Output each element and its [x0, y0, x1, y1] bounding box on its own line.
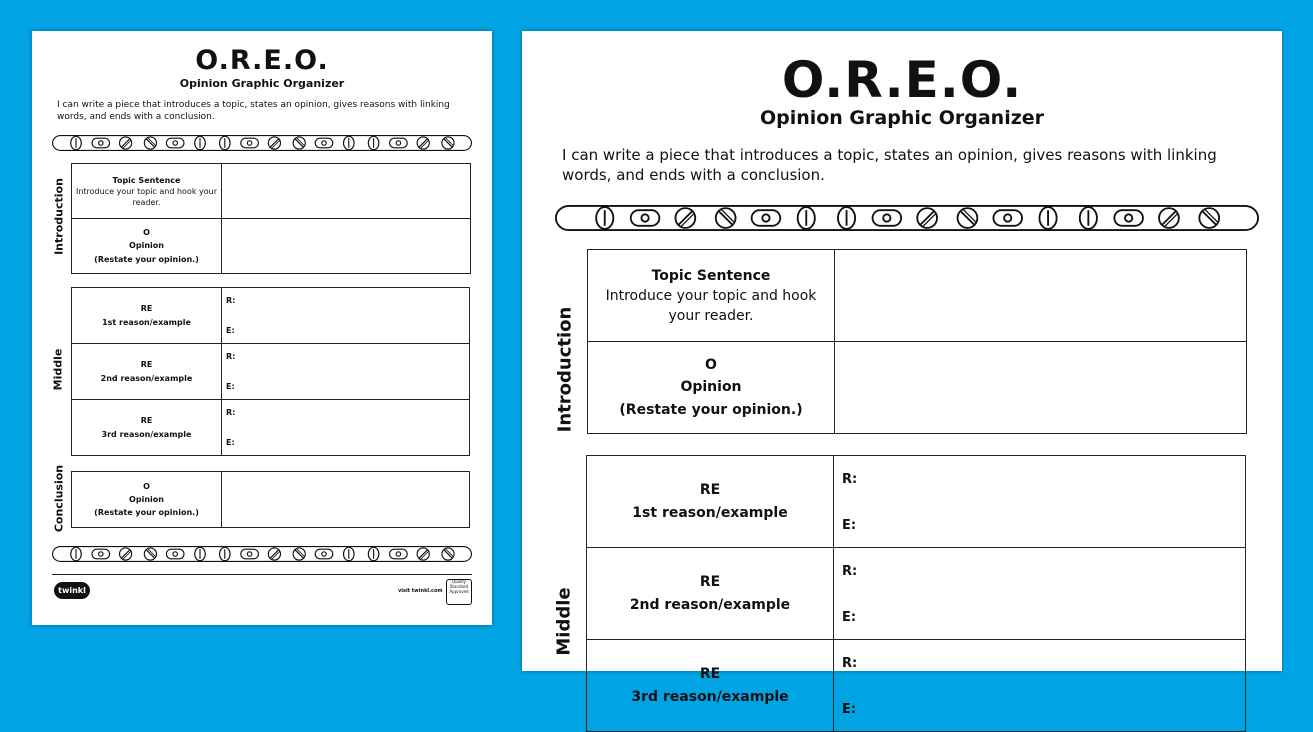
reason-1-answer[interactable] — [222, 288, 470, 344]
twinkl-logo-icon: twinkl — [54, 582, 90, 599]
conclusion-detail: (Restate your opinion.) — [94, 508, 199, 518]
worksheet-title: O.R.E.O. — [781, 51, 1023, 109]
worksheet-subtitle: Opinion Graphic Organizer — [759, 107, 1045, 129]
reason-1-cell — [587, 456, 834, 548]
reason-label: R: — [842, 564, 858, 579]
topic-sentence-answer[interactable] — [222, 164, 471, 219]
reason-label: R: — [842, 656, 858, 671]
opinion-answer[interactable] — [222, 219, 471, 274]
reason-3-letter: RE — [699, 666, 721, 683]
reason-1-heading: 1st reason/example — [102, 317, 191, 327]
worksheet-intro: I can write a piece that introduces a topic, states an opinion, gives reasons with linking words, and ends with a conclusion. — [562, 146, 1217, 185]
reason-2-heading: 2nd reason/example — [100, 373, 193, 383]
topic-sentence-heading: Topic Sentence — [651, 267, 771, 284]
reason-1-letter: RE — [140, 304, 153, 314]
footer-site-link[interactable]: visit twinkl.com — [398, 588, 443, 594]
reason-2-answer[interactable] — [834, 548, 1246, 640]
reason-3-heading: 3rd reason/example — [631, 688, 789, 705]
border-pattern-icon — [52, 546, 472, 562]
reason-2-letter: RE — [699, 574, 721, 591]
section-label-introduction: Introduction — [554, 306, 576, 433]
border-pattern-icon — [555, 205, 1259, 231]
border-pattern-icon — [52, 135, 472, 151]
reason-label: R: — [226, 408, 236, 417]
reason-3-answer[interactable] — [834, 640, 1246, 732]
opinion-cell — [72, 219, 222, 274]
opinion-detail: (Restate your opinion.) — [619, 401, 803, 418]
reason-1-cell — [72, 288, 222, 344]
opinion-cell — [588, 342, 835, 434]
footer-divider — [52, 574, 472, 575]
opinion-heading: Opinion — [129, 241, 164, 251]
example-label: E: — [842, 702, 857, 717]
topic-sentence-heading: Topic Sentence — [112, 175, 181, 185]
reason-2-heading: 2nd reason/example — [629, 596, 791, 613]
opinion-letter: O — [143, 228, 150, 238]
introduction-table — [587, 249, 1247, 434]
reason-label: R: — [226, 352, 236, 361]
reason-1-answer[interactable] — [834, 456, 1246, 548]
topic-sentence-detail: Introduce your topic and hook your reader. — [605, 288, 817, 324]
opinion-heading: Opinion — [680, 379, 742, 396]
introduction-table — [71, 163, 471, 274]
example-label: E: — [226, 438, 235, 447]
reason-3-cell — [72, 400, 222, 456]
opinion-letter: O — [705, 356, 717, 373]
opinion-detail: (Restate your opinion.) — [94, 254, 199, 264]
section-label-introduction: Introduction — [52, 178, 66, 255]
quality-badge-icon: Quality Standard Approved — [446, 579, 472, 605]
reason-3-heading: 3rd reason/example — [101, 429, 192, 439]
reason-2-cell — [587, 548, 834, 640]
example-label: E: — [842, 518, 857, 533]
conclusion-answer[interactable] — [222, 472, 470, 528]
topic-sentence-detail: Introduce your topic and hook your reader. — [75, 186, 217, 207]
reason-1-letter: RE — [699, 482, 721, 499]
reason-label: R: — [842, 472, 858, 487]
reason-2-answer[interactable] — [222, 344, 470, 400]
topic-sentence-answer[interactable] — [835, 250, 1247, 342]
section-label-middle: Middle — [51, 348, 65, 391]
worksheet-zoomed — [522, 31, 1282, 717]
reason-3-answer[interactable] — [222, 400, 470, 456]
middle-table — [71, 287, 470, 456]
conclusion-opinion-cell — [72, 472, 222, 528]
example-label: E: — [842, 610, 857, 625]
topic-sentence-cell — [72, 164, 222, 219]
worksheet-intro: I can write a piece that introduces a topic, states an opinion, gives reasons with linking words, and ends with a conclusion. — [57, 100, 450, 123]
reason-3-letter: RE — [140, 416, 153, 426]
conclusion-table — [71, 471, 470, 528]
topic-sentence-cell — [588, 250, 835, 342]
example-label: E: — [226, 326, 235, 335]
worksheet-thumbnail — [32, 31, 492, 625]
reason-2-cell — [72, 344, 222, 400]
worksheet-title: O.R.E.O. — [195, 45, 329, 76]
conclusion-heading: Opinion — [129, 494, 164, 504]
opinion-answer[interactable] — [835, 342, 1247, 434]
worksheet-subtitle: Opinion Graphic Organizer — [179, 77, 345, 90]
section-label-middle: Middle — [553, 587, 575, 656]
middle-table — [586, 455, 1246, 732]
reason-2-letter: RE — [140, 360, 153, 370]
reason-label: R: — [226, 296, 236, 305]
reason-1-heading: 1st reason/example — [632, 504, 788, 521]
conclusion-letter: O — [143, 481, 150, 491]
reason-3-cell — [587, 640, 834, 732]
example-label: E: — [226, 382, 235, 391]
section-label-conclusion: Conclusion — [52, 464, 66, 533]
